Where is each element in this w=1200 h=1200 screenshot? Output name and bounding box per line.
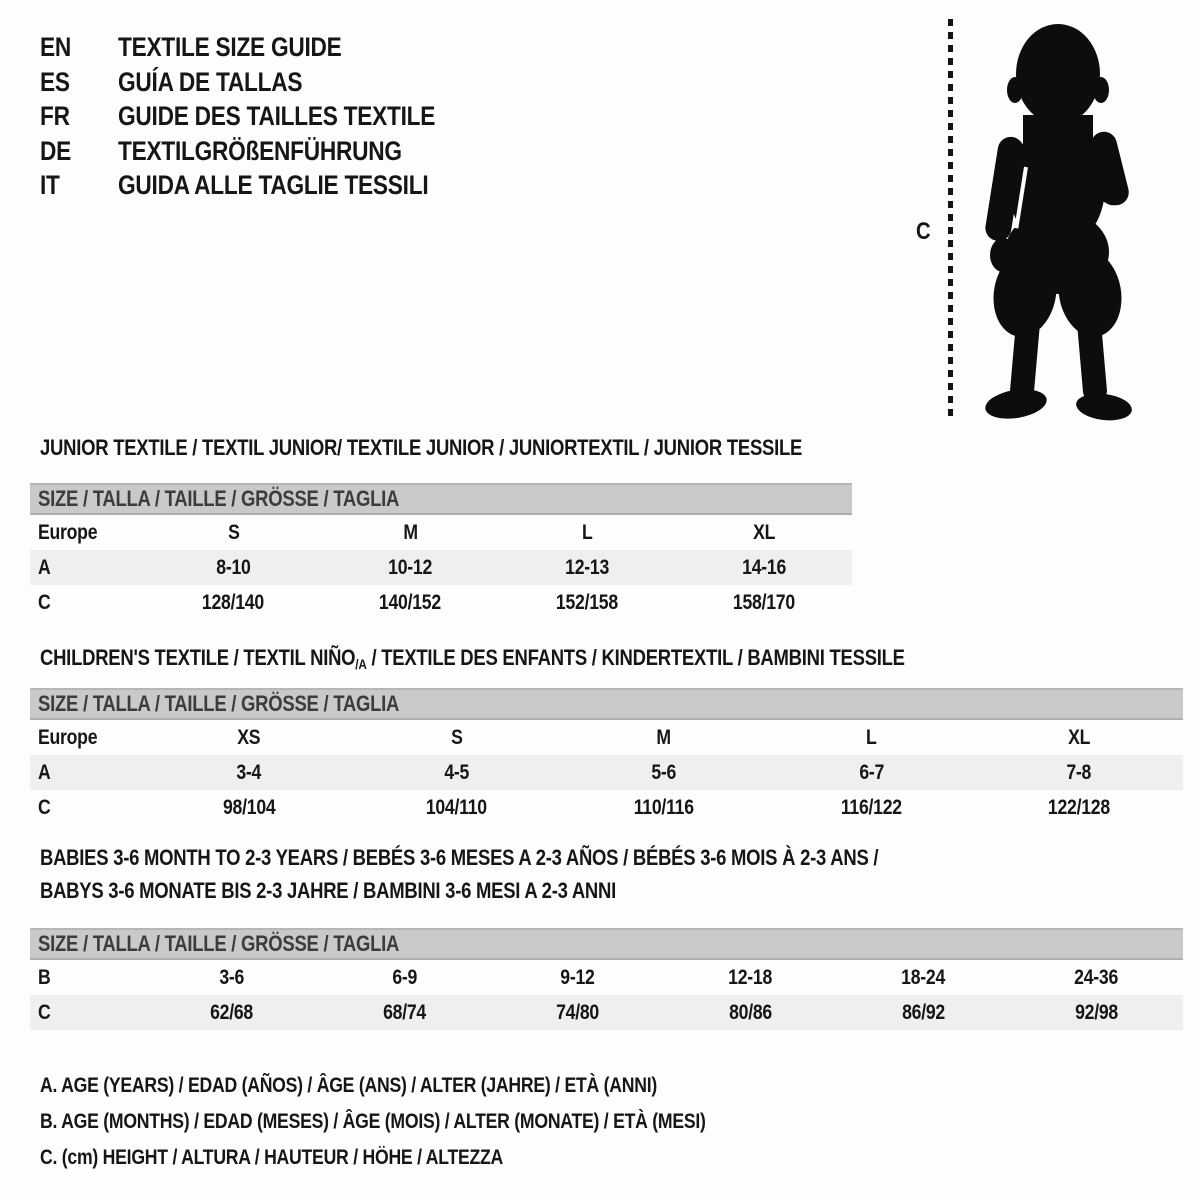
row-label: C bbox=[38, 1000, 51, 1024]
size-cell: 74/80 bbox=[556, 1000, 599, 1024]
guide-title: TEXTILE SIZE GUIDE bbox=[118, 32, 342, 62]
table-row bbox=[30, 790, 1183, 825]
lang-row-en bbox=[40, 30, 496, 65]
size-cell: 12-13 bbox=[564, 555, 609, 579]
size-cell: 8-10 bbox=[216, 555, 251, 579]
legend-line-c: C. (cm) HEIGHT / ALTURA / HAUTEUR / HÖHE / ALTEZZA bbox=[40, 1146, 504, 1169]
size-cell: 62/68 bbox=[210, 1000, 253, 1024]
table-row bbox=[30, 720, 1183, 755]
children-size-table bbox=[30, 688, 1183, 825]
babies-section-title-line1: BABIES 3-6 MONTH TO 2-3 YEARS / BEBÉS 3-6 MESES A 2-3 AÑOS / BÉBÉS 3-6 MOIS À 2-3 ANS / bbox=[40, 845, 879, 870]
size-cell: 158/170 bbox=[732, 590, 795, 614]
size-cell: 5-6 bbox=[651, 760, 677, 784]
guide-title: GUIDA ALLE TAGLIE TESSILI bbox=[118, 170, 429, 200]
language-header bbox=[40, 30, 496, 203]
size-cell: 68/74 bbox=[383, 1000, 426, 1024]
size-cell: XL bbox=[1068, 725, 1091, 749]
children-section-title: CHILDREN'S TEXTILE / TEXTIL NIÑO/A / TEXTILE DES ENFANTS / KINDERTEXTIL / BAMBINI TESSILE bbox=[40, 645, 905, 672]
row-label: Europe bbox=[38, 520, 98, 544]
table-row bbox=[30, 960, 1183, 995]
size-cell: 24-36 bbox=[1074, 965, 1119, 989]
size-header-bar bbox=[30, 688, 1183, 720]
size-header-label: SIZE / TALLA / TAILLE / GRÖSSE / TAGLIA bbox=[38, 931, 400, 956]
size-cell: 3-4 bbox=[236, 760, 262, 784]
junior-section-title: JUNIOR TEXTILE / TEXTIL JUNIOR/ TEXTILE JUNIOR / JUNIORTEXTIL / JUNIOR TESSILE bbox=[40, 435, 803, 460]
size-cell: 152/158 bbox=[555, 590, 618, 614]
size-cell: 122/128 bbox=[1048, 795, 1111, 819]
legend-line-a: A. AGE (YEARS) / EDAD (AÑOS) / ÂGE (ANS) / ALTER (JAHRE) / ETÀ (ANNI) bbox=[40, 1074, 658, 1097]
legend-line-b: B. AGE (MONTHS) / EDAD (MESES) / ÂGE (MOIS) / ALTER (MONATE) / ETÀ (MESI) bbox=[40, 1110, 706, 1133]
guide-title: GUÍA DE TALLAS bbox=[118, 66, 303, 97]
size-header-bar bbox=[30, 928, 1183, 960]
size-cell: XS bbox=[237, 725, 261, 749]
row-label: A bbox=[38, 555, 51, 579]
size-cell: 18-24 bbox=[901, 965, 946, 989]
size-cell: 14-16 bbox=[741, 555, 786, 579]
size-cell: 104/110 bbox=[425, 795, 487, 819]
height-measure-label: C bbox=[916, 218, 931, 245]
size-cell: 6-7 bbox=[859, 760, 884, 784]
size-cell: 98/104 bbox=[222, 795, 276, 819]
table-row bbox=[30, 515, 852, 550]
size-cell: M bbox=[656, 725, 672, 749]
lang-row-es bbox=[40, 65, 496, 100]
size-cell: L bbox=[581, 520, 593, 544]
size-cell: 6-9 bbox=[392, 965, 417, 989]
table-row bbox=[30, 995, 1183, 1030]
row-label: C bbox=[38, 590, 51, 614]
size-header-bar bbox=[30, 483, 852, 515]
height-measure-figure bbox=[915, 15, 1155, 425]
lang-code: IT bbox=[40, 170, 60, 200]
row-label: B bbox=[38, 965, 51, 989]
size-header-label: SIZE / TALLA / TAILLE / GRÖSSE / TAGLIA bbox=[38, 486, 400, 511]
size-cell: 140/152 bbox=[379, 590, 442, 614]
table-row bbox=[30, 550, 852, 585]
size-cell: M bbox=[402, 520, 418, 544]
row-label: A bbox=[38, 760, 51, 784]
lang-row-fr bbox=[40, 99, 496, 134]
lang-row-it bbox=[40, 168, 496, 203]
lang-code: DE bbox=[40, 135, 72, 166]
toddler-silhouette-icon bbox=[961, 17, 1146, 422]
size-header-label: SIZE / TALLA / TAILLE / GRÖSSE / TAGLIA bbox=[38, 691, 400, 716]
size-cell: 3-6 bbox=[219, 965, 244, 989]
row-label: Europe bbox=[38, 725, 98, 749]
size-cell: XL bbox=[752, 520, 775, 544]
title-subscript: /A bbox=[355, 656, 367, 672]
size-cell: 7-8 bbox=[1066, 760, 1092, 784]
junior-size-table bbox=[30, 483, 852, 620]
size-cell: S bbox=[227, 520, 240, 544]
size-cell: 9-12 bbox=[560, 965, 595, 989]
guide-title: TEXTILGRÖßENFÜHRUNG bbox=[118, 135, 402, 166]
size-cell: S bbox=[450, 725, 463, 749]
size-cell: 92/98 bbox=[1075, 1000, 1118, 1024]
size-cell: 10-12 bbox=[388, 555, 433, 579]
lang-row-de bbox=[40, 134, 496, 169]
lang-code: FR bbox=[40, 101, 70, 131]
babies-section-title-line2: BABYS 3-6 MONATE BIS 2-3 JAHRE / BAMBINI 3-6 MESI A 2-3 ANNI bbox=[40, 878, 616, 903]
size-cell: 116/122 bbox=[841, 795, 903, 819]
lang-code: EN bbox=[40, 32, 72, 62]
size-cell: 80/86 bbox=[729, 1000, 772, 1024]
table-row bbox=[30, 585, 852, 620]
measurement-legend bbox=[40, 1068, 832, 1176]
table-row bbox=[30, 755, 1183, 790]
size-cell: 110/116 bbox=[633, 795, 695, 819]
lang-code: ES bbox=[40, 66, 70, 97]
size-cell: 4-5 bbox=[444, 760, 469, 784]
babies-size-table bbox=[30, 928, 1183, 1030]
size-cell: L bbox=[866, 725, 877, 749]
size-cell: 12-18 bbox=[728, 965, 773, 989]
row-label: C bbox=[38, 795, 51, 819]
height-dashed-line bbox=[948, 19, 953, 419]
size-cell: 128/140 bbox=[202, 590, 265, 614]
guide-title: GUIDE DES TAILLES TEXTILE bbox=[118, 101, 436, 131]
size-cell: 86/92 bbox=[902, 1000, 945, 1024]
